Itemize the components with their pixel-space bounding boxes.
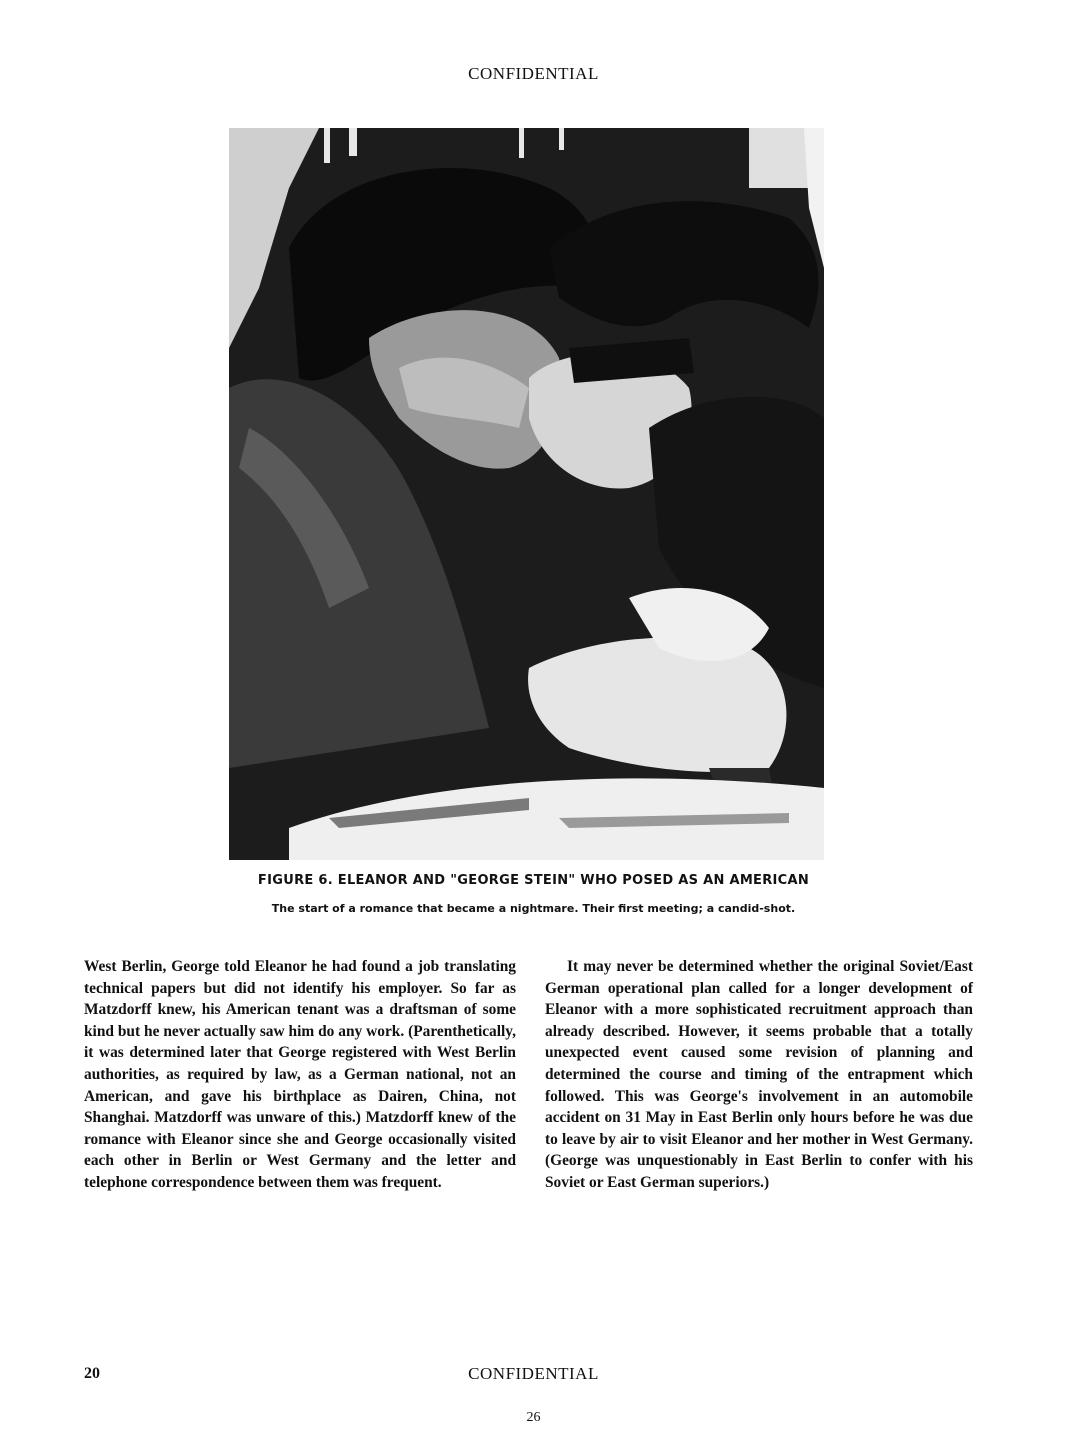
figure-photo bbox=[229, 128, 824, 860]
page-number: 20 bbox=[84, 1365, 100, 1382]
body-right-column: It may never be determined whether the original Soviet/East German operational plan called for a longer development of Eleanor with a more sophisticated recruitment approach than already described. However, it seems probable that a totally unexpected event caused some revision of planning and determined the course and timing of the entrapment which followed. This was George's involvement in an automobile accident on 31 May in East Berlin only hours before he was due to leave by air to visit Eleanor and her mother in West Germany. (George was unquestionably in East Berlin to confer with his Soviet or East German superiors.) bbox=[545, 958, 973, 1191]
header-classification: CONFIDENTIAL bbox=[468, 64, 599, 83]
figure-caption-title: FIGURE 6. ELEANOR AND "GEORGE STEIN" WHO POSED AS AN AMERICAN bbox=[257, 873, 810, 888]
folio-number: 26 bbox=[526, 1410, 541, 1422]
photo-illustration bbox=[229, 128, 824, 860]
figure-caption-subtitle: The start of a romance that became a nightmare. Their first meeting; a candid-shot. bbox=[271, 902, 796, 915]
footer-classification: CONFIDENTIAL bbox=[468, 1364, 599, 1383]
body-left-column: West Berlin, George told Eleanor he had found a job translating technical papers but did not identify his employer. So far as Matzdorff knew, his American tenant was a draftsman of some kind but he never actually saw him do any work. (Parenthetically, it was determined later that George registered with West Berlin authorities, as required by law, as a German national, not an American, and gave his birthplace as Dairen, China, not Shanghai. Matzdorff was unware of this.) Matzdorff knew of the romance with Eleanor since she and George occasionally visited each other in Berlin or West Germany and the letter and telephone correspondence between them was frequent. bbox=[84, 958, 516, 1191]
